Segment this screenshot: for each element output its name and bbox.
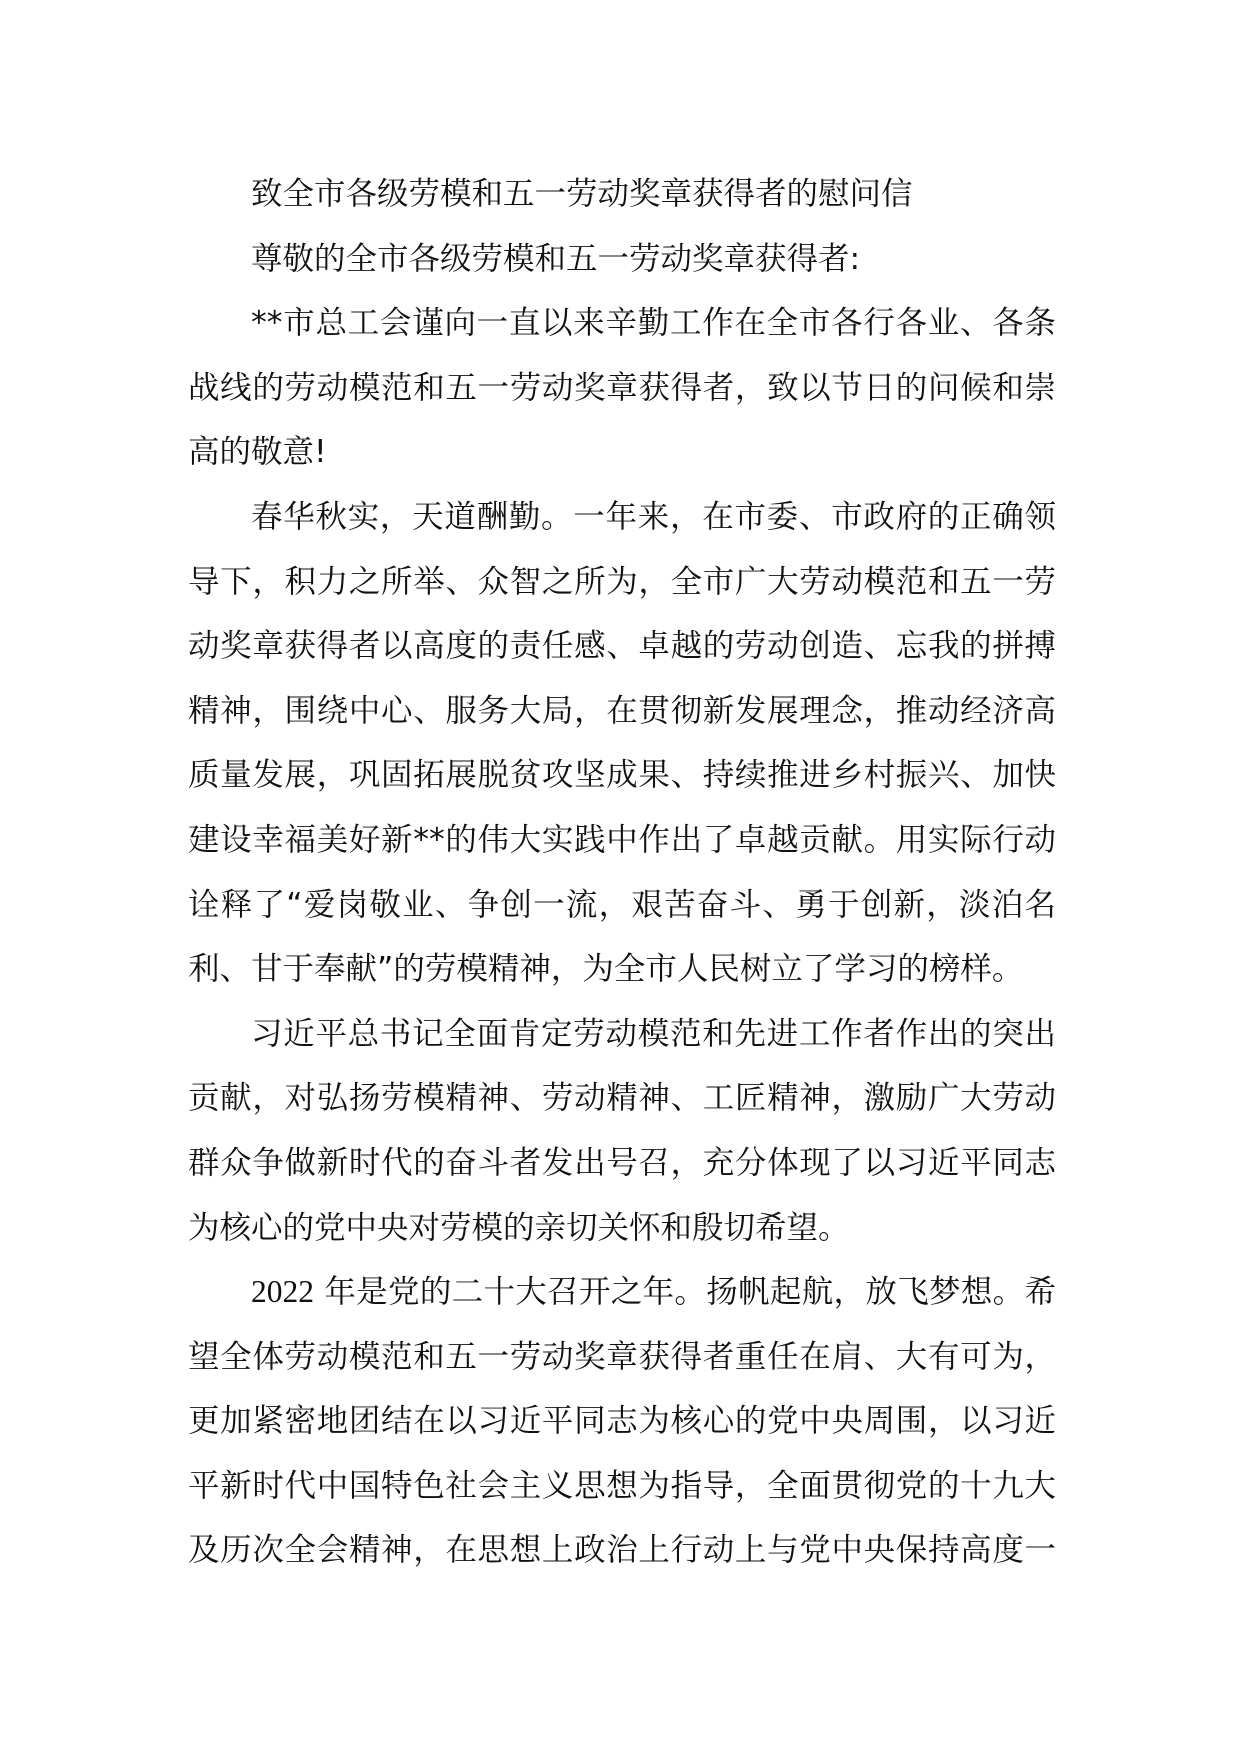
- paragraph-line: 质量发展，巩固拓展脱贫攻坚成果、持续推进乡村振兴、加快: [188, 757, 1056, 794]
- paragraph-line: 春华秋实，天道酬勤。一年来，在市委、市政府的正确领: [251, 498, 1056, 535]
- paragraph-line: 更加紧密地团结在以习近平同志为核心的党中央周围，以习近: [188, 1403, 1056, 1440]
- paragraph-line: 望全体劳动模范和五一劳动奖章获得者重任在肩、大有可为，: [188, 1338, 1056, 1375]
- paragraph-line: 导下，积力之所举、众智之所为，全市广大劳动模范和五一劳: [188, 563, 1056, 600]
- letter-title: 致全市各级劳模和五一劳动奖章获得者的慰问信: [251, 176, 913, 212]
- paragraph-line: 战线的劳动模范和五一劳动奖章获得者，致以节日的问候和崇: [188, 369, 1056, 406]
- letter-salutation: 尊敬的全市各级劳模和五一劳动奖章获得者:: [251, 240, 861, 277]
- paragraph-line: 平新时代中国特色社会主义思想为指导，全面贯彻党的十九大: [188, 1467, 1056, 1504]
- paragraph-line: 建设幸福美好新**的伟大实践中作出了卓越贡献。用实际行动: [188, 821, 1056, 858]
- paragraph-line: 群众争做新时代的奋斗者发出号召，充分体现了以习近平同志: [188, 1144, 1056, 1181]
- paragraph-line: **市总工会谨向一直以来辛勤工作在全市各行各业、各条: [251, 305, 1056, 342]
- letter-page: [188, 162, 1056, 1583]
- paragraph-line: 及历次全会精神，在思想上政治上行动上与党中央保持高度一: [188, 1532, 1056, 1569]
- paragraph-line: 精神，围绕中心、服务大局，在贯彻新发展理念，推动经济高: [188, 692, 1056, 729]
- paragraph-line-year: [188, 1260, 1056, 1325]
- paragraph-line: 为核心的党中央对劳模的亲切关怀和殷切希望。: [188, 1209, 850, 1246]
- paragraph-line: 诠释了“爱岗敬业、争创一流，艰苦奋斗、勇于创新，淡泊名: [188, 886, 1056, 923]
- paragraph-line: 高的敬意!: [188, 434, 327, 471]
- paragraph-line: 动奖章获得者以高度的责任感、卓越的劳动创造、忘我的拼搏: [188, 628, 1056, 665]
- paragraph-line: 利、甘于奉献”的劳模精神，为全市人民树立了学习的榜样。: [188, 951, 1024, 988]
- paragraph-line: 习近平总书记全面肯定劳动模范和先进工作者作出的突出: [251, 1015, 1056, 1052]
- year-line-text: 年是党的二十大召开之年。扬帆起航，放飞梦想。希: [324, 1274, 1056, 1311]
- paragraph-line: 贡献，对弘扬劳模精神、劳动精神、工匠精神，激励广大劳动: [188, 1080, 1056, 1117]
- year-number: 2022: [251, 1274, 314, 1310]
